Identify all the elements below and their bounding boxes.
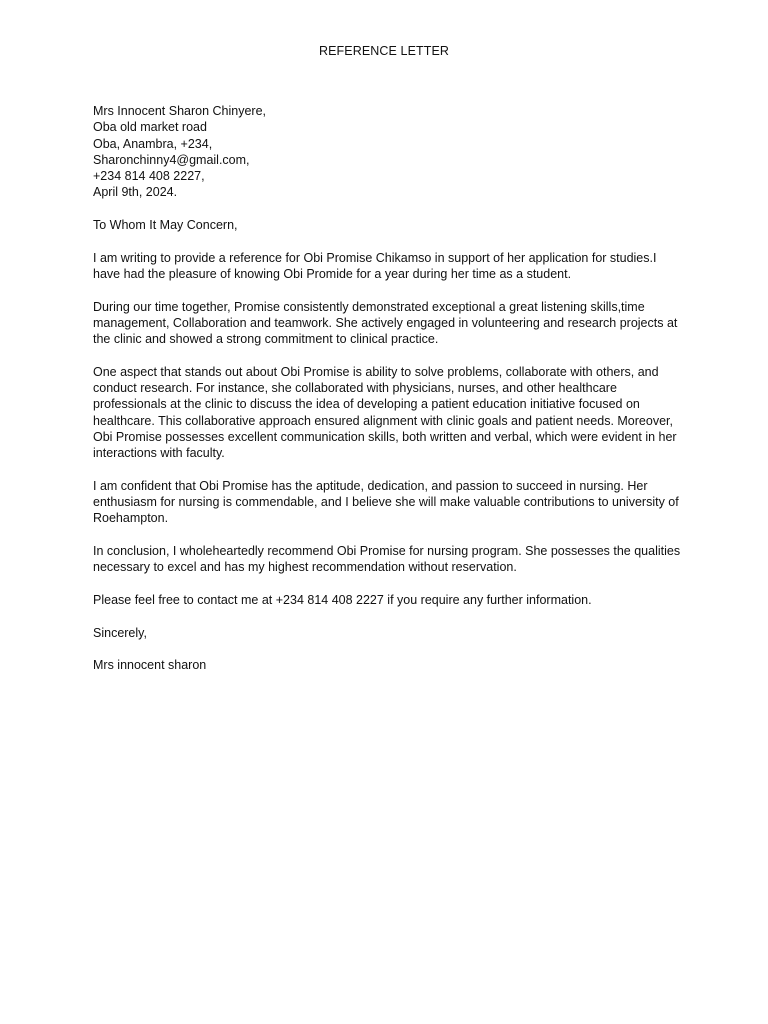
spacer — [93, 282, 683, 298]
spacer — [93, 462, 683, 478]
document-title: REFERENCE LETTER — [318, 44, 450, 58]
salutation: To Whom It May Concern, — [93, 218, 238, 233]
spacer — [93, 347, 683, 363]
signature: Mrs innocent sharon — [93, 658, 207, 673]
sender-email: Sharonchinny4@gmail.com, — [93, 152, 250, 167]
spacer — [93, 608, 683, 624]
closing: Sincerely, — [93, 625, 147, 640]
spacer — [93, 576, 683, 592]
spacer — [93, 201, 683, 217]
spacer — [93, 233, 683, 249]
sender-city: Oba, Anambra, +234, — [93, 136, 213, 151]
paragraph-aspects: One aspect that stands out about Obi Promise is ability to solve problems, collaborate with others, and conduct research. For instance, she collaborated with physicians, nurses, and other healthcare professionals at the clinic to discuss the idea of developing a patient education initiative focused on healthcare. This collaborative approach ensured alignment with clinic goals and patient needs. Moreover, Obi Promise possesses excellent communication skills, both written and verbal, which were evident in her interactions with faculty. — [93, 364, 677, 461]
sender-phone: +234 814 408 2227, — [93, 169, 205, 184]
letter-body — [93, 103, 683, 673]
paragraph-contact: Please feel free to contact me at +234 814 408 2227 if you require any further information. — [93, 592, 592, 607]
paragraph-confidence: I am confident that Obi Promise has the aptitude, dedication, and passion to succeed in nursing. Her enthusiasm for nursing is commendable, and I believe she will make valuable contributions to university of Roehampton. — [93, 478, 679, 526]
sender-street: Oba old market road — [93, 120, 207, 135]
spacer — [93, 527, 683, 543]
sender-name: Mrs Innocent Sharon Chinyere, — [93, 104, 267, 118]
letter-date: April 9th, 2024. — [93, 185, 178, 200]
sender-address-block — [93, 103, 683, 201]
paragraph-skills: During our time together, Promise consistently demonstrated exceptional a great listening skills,time management, Collaboration and teamwork. She actively engaged in volunteering and research projects at the clinic and showed a strong commitment to clinical practice. — [93, 299, 678, 347]
paragraph-conclusion: In conclusion, I wholeheartedly recommend Obi Promise for nursing program. She possesses the qualities necessary to excel and has my highest recommendation without reservation. — [93, 544, 681, 575]
paragraph-introduction: I am writing to provide a reference for Obi Promise Chikamso in support of her application for studies.I have had the pleasure of knowing Obi Promide for a year during her time as a student. — [93, 250, 657, 281]
spacer — [93, 641, 683, 657]
